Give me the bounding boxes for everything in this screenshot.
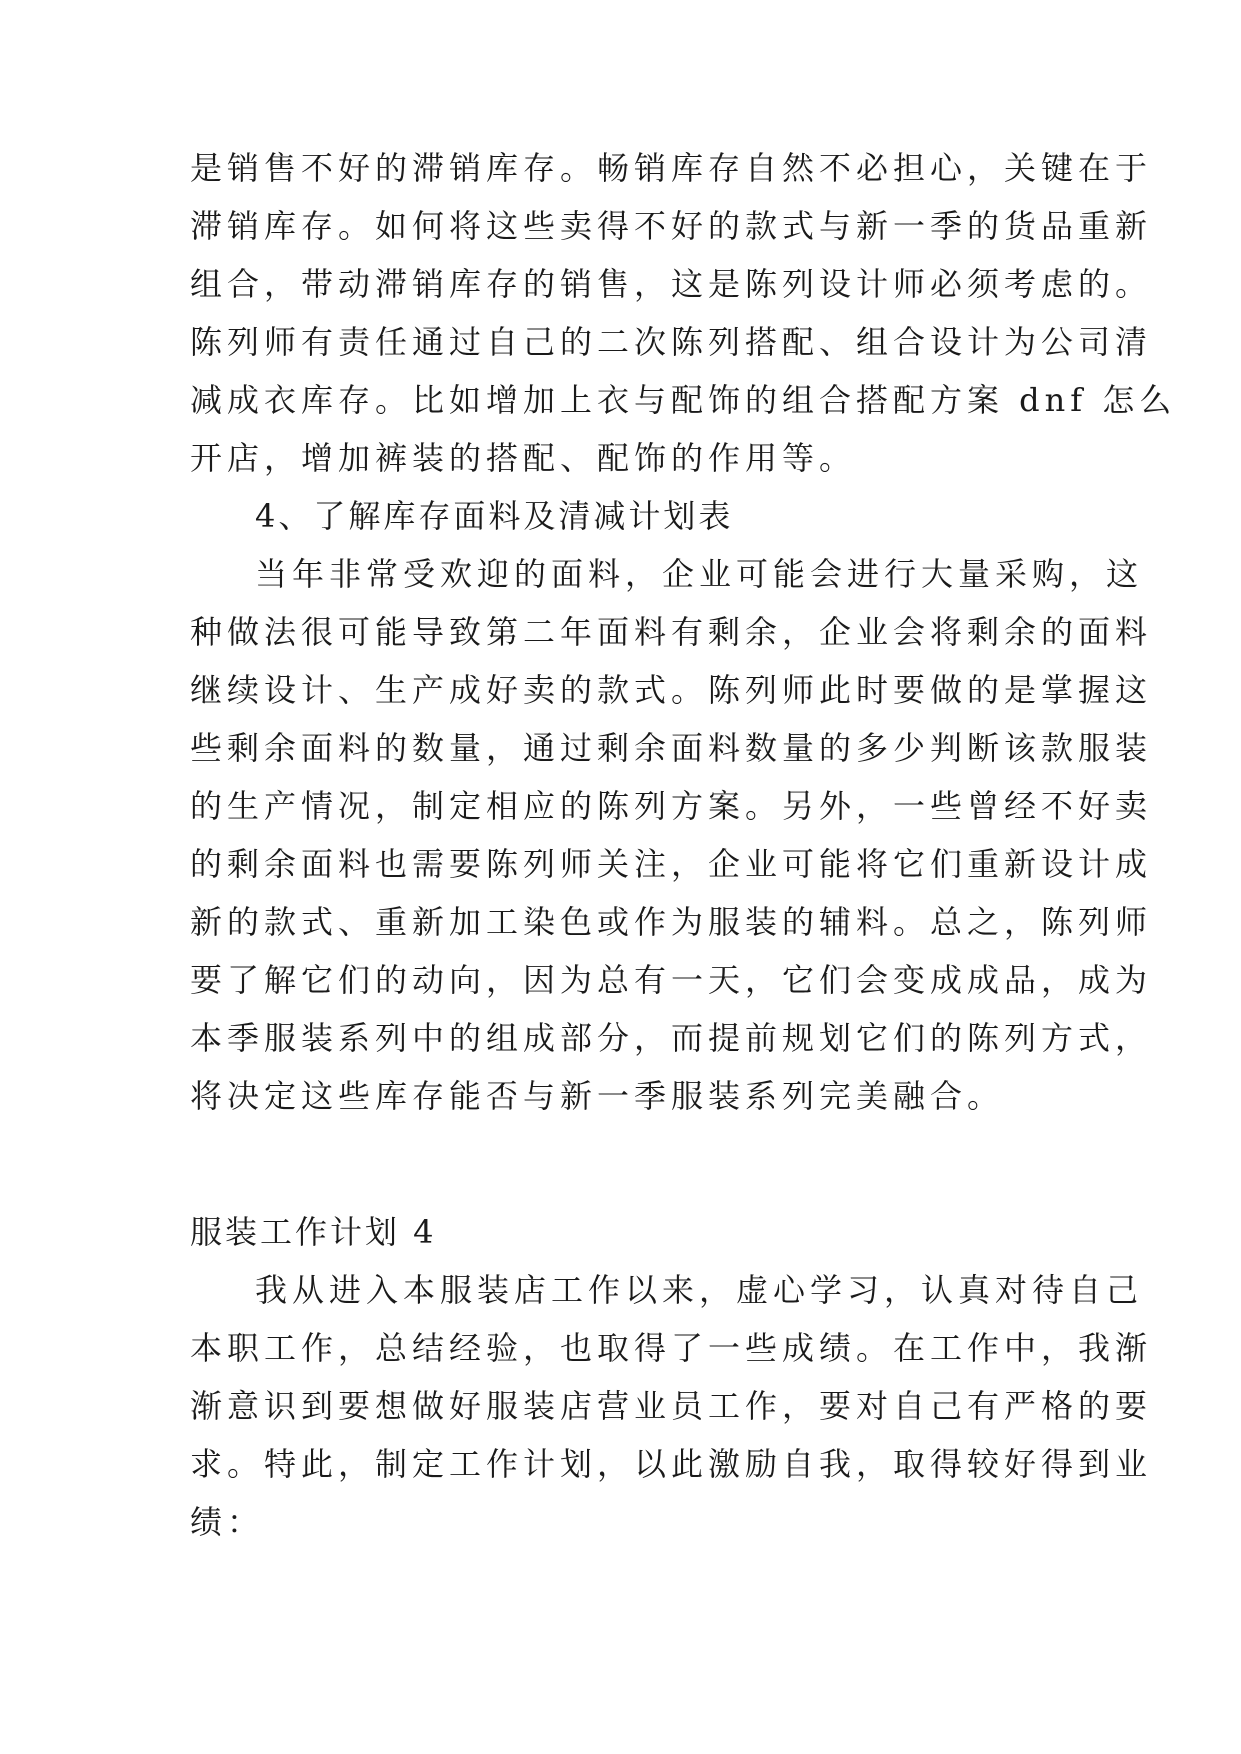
paragraph-line: 本职工作，总结经验，也取得了一些成绩。在工作中，我渐	[190, 1329, 1153, 1367]
paragraph-line: 种做法很可能导致第二年面料有剩余，企业会将剩余的面料	[190, 613, 1153, 651]
paragraph-line: 些剩余面料的数量，通过剩余面料数量的多少判断该款服装	[190, 729, 1153, 767]
section-title: 服装工作计划 4	[190, 1213, 437, 1251]
paragraph-line: 新的款式、重新加工染色或作为服装的辅料。总之，陈列师	[190, 903, 1153, 941]
paragraph-line: 要了解它们的动向，因为总有一天，它们会变成成品，成为	[190, 961, 1153, 999]
paragraph-line: 滞销库存。如何将这些卖得不好的款式与新一季的货品重新	[190, 207, 1153, 245]
paragraph-line: 开店，增加裤装的搭配、配饰的作用等。	[190, 439, 857, 477]
paragraph-line: 陈列师有责任通过自己的二次陈列搭配、组合设计为公司清	[190, 323, 1153, 361]
paragraph-line: 的生产情况，制定相应的陈列方案。另外，一些曾经不好卖	[190, 787, 1153, 825]
paragraph-line: 组合，带动滞销库存的销售，这是陈列设计师必须考虑的。	[190, 265, 1153, 303]
paragraph-line: 本季服装系列中的组成部分，而提前规划它们的陈列方式，	[190, 1019, 1153, 1057]
paragraph-line: 减成衣库存。比如增加上衣与配饰的组合搭配方案 dnf 怎么	[190, 381, 1177, 419]
paragraph-line: 求。特此，制定工作计划，以此激励自我，取得较好得到业	[190, 1445, 1153, 1483]
paragraph-line: 渐意识到要想做好服装店营业员工作，要对自己有严格的要	[190, 1387, 1153, 1425]
paragraph-line: 将决定这些库存能否与新一季服装系列完美融合。	[190, 1077, 1005, 1115]
paragraph-line: 继续设计、生产成好卖的款式。陈列师此时要做的是掌握这	[190, 671, 1153, 709]
subheading: 4、了解库存面料及清减计划表	[255, 497, 734, 535]
paragraph-line: 当年非常受欢迎的面料，企业可能会进行大量采购，这	[255, 555, 1144, 593]
paragraph-line: 的剩余面料也需要陈列师关注，企业可能将它们重新设计成	[190, 845, 1153, 883]
paragraph-line: 我从进入本服装店工作以来，虚心学习，认真对待自己	[255, 1271, 1144, 1309]
paragraph-line: 绩：	[190, 1503, 265, 1541]
paragraph-line: 是销售不好的滞销库存。畅销库存自然不必担心，关键在于	[190, 149, 1153, 187]
